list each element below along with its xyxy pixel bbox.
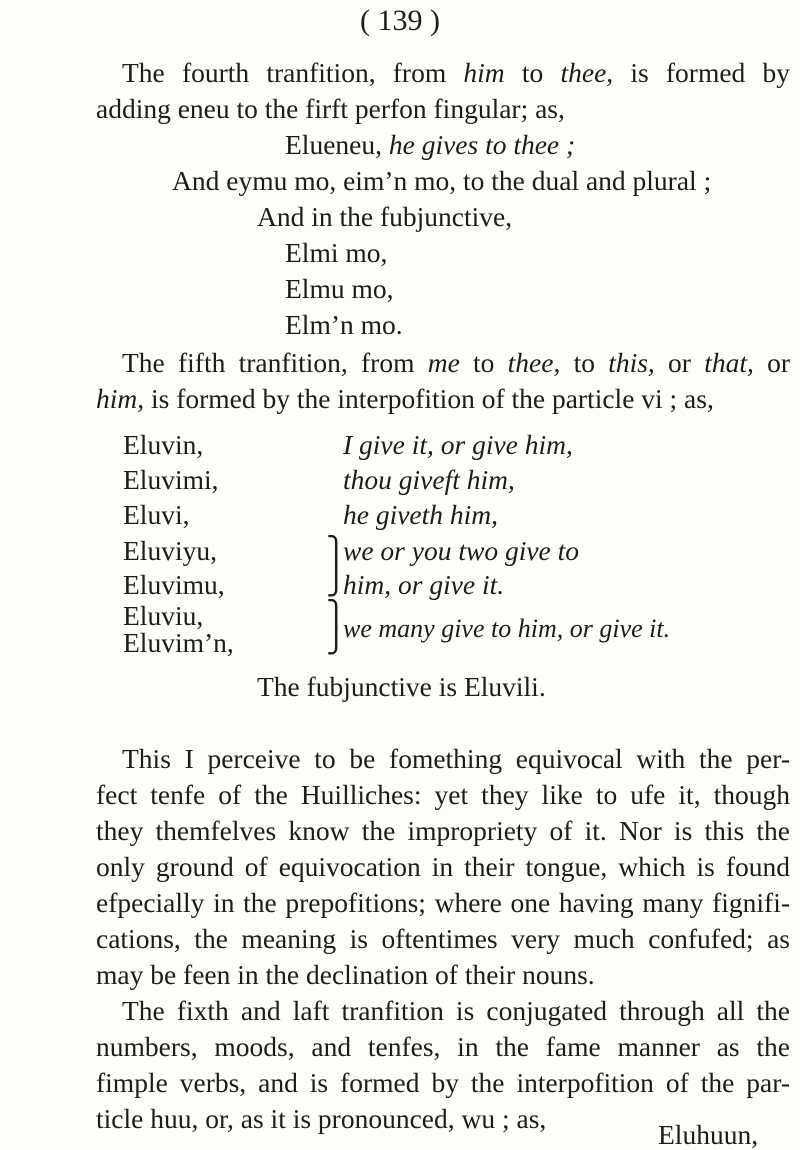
paradigm-subjunctive: The fubjunctive is Eluvili. [257,671,546,702]
paradigm-gloss: we many give to him, or give it. [343,614,671,643]
paradigm-gloss: I give it, or give him, [343,429,573,460]
brace-mark: ⎫ [326,536,347,566]
paradigm-gloss: we or you two give to [343,535,580,566]
subjunctive-form: Elmi mo, [285,237,388,268]
para3-line: efpecially in the prepofitions; where one having many fignifi- [96,887,790,918]
para3-line: fect tenfe of the Huilliches: yet they like to ufe it, though [96,779,790,810]
brace-mark: ⎭ [326,566,347,596]
subjunctive-form: Elm’n mo. [285,309,403,340]
paradigm-gloss: he giveth him, [343,499,499,530]
para4-line: numbers, moods, and tenfes, in the fame manner as the [96,1031,790,1062]
page-number: ( 139 ) [360,4,440,37]
para4-line: fimple verbs, and is formed by the interpofition of the par- [96,1067,790,1098]
paradigm-form: Eluvimi, [123,464,219,495]
para1-line1: The fourth tranfition, from him to thee, is formed by [122,57,791,88]
catchword: Eluhuun, [658,1119,759,1150]
para3-line: they themfelves know the impropriety of it. Nor is this the [96,815,790,846]
para1-line2: adding eneu to the firft perfon fingular; as, [96,93,565,124]
para3-line: only ground of equivocation in their tongue, which is found [96,851,790,882]
para1-subjunctive-heading: And in the fubjunctive, [257,201,513,232]
para3-line: cations, the meaning is oftentimes very much confufed; as [96,923,790,954]
paradigm-gloss: him, or give it. [343,569,505,600]
paradigm-gloss: thou giveft him, [343,464,515,495]
para2-line2: him, is formed by the interpofition of the particle vi ; as, [96,383,714,414]
para4-line: ticle huu, or, as it is pronounced, wu ; as, [96,1103,547,1134]
para3-line: This I perceive to be fomething equivocal with the per- [122,743,790,774]
brace-mark: ⎫ [326,600,347,630]
para1-dual-plural: And eymu mo, eim’n mo, to the dual and plural ; [172,165,712,196]
paradigm-form: Eluvi, [123,499,190,530]
para1-example: Elueneu, he gives to thee ; [285,129,576,160]
brace-mark: ⎭ [326,624,347,654]
para3-line: may be feen in the declination of their nouns. [96,959,595,990]
subjunctive-form: Elmu mo, [285,273,394,304]
paradigm-form: Eluvimu, [123,569,225,600]
paradigm-form: Eluviu, [123,600,204,631]
para2-line1: The fifth tranfition, from me to thee, to this, or that, or [122,347,790,378]
para4-line: The fixth and laft tranfition is conjugated through all the [122,995,790,1026]
paradigm-form: Eluviyu, [123,535,217,566]
paradigm-form: Eluvin, [123,429,204,460]
paradigm-form: Eluvim’n, [123,627,234,658]
